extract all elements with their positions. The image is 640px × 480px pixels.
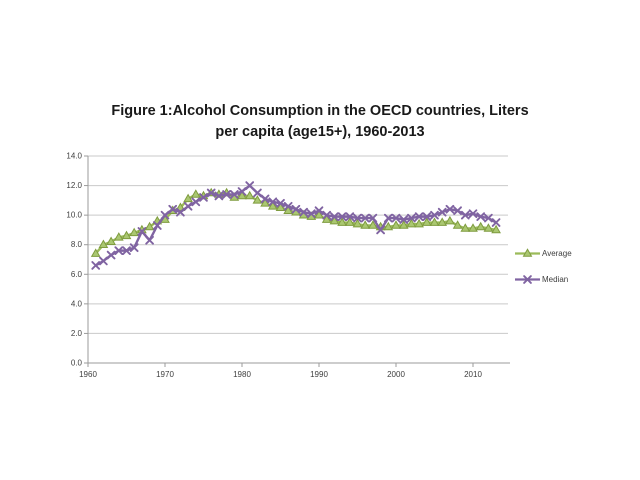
x-tick-label: 2010: [464, 370, 482, 379]
y-tick-label: 14.0: [66, 151, 82, 161]
legend-label-average: Average: [542, 249, 572, 258]
x-tick-label: 1960: [79, 370, 97, 379]
y-tick-label: 2.0: [70, 328, 82, 338]
x-tick-label: 1980: [233, 370, 251, 379]
x-tick-label: 2000: [387, 370, 405, 379]
x-tick-label: 1970: [156, 370, 174, 379]
x-tick-label: 1990: [310, 370, 328, 379]
series-average-marker: [192, 190, 200, 197]
chart-legend: [514, 247, 572, 299]
chart-title-line1: Figure 1:Alcohol Consumption in the OECD countries, Liters: [111, 103, 529, 119]
legend-item-median: [514, 273, 572, 286]
y-tick-label: 6.0: [70, 269, 82, 279]
median-series-swatch-icon: [514, 274, 541, 285]
chart-title-line2: per capita (age15+), 1960-2013: [215, 124, 425, 140]
series-average-marker: [446, 217, 454, 224]
y-tick-label: 8.0: [70, 240, 82, 250]
y-tick-label: 10.0: [66, 210, 82, 220]
y-tick-label: 12.0: [66, 181, 82, 191]
legend-item-average: [514, 247, 572, 260]
legend-label-median: Median: [542, 275, 569, 284]
average-series-swatch-icon: [514, 248, 541, 259]
series-average-marker: [477, 223, 485, 230]
y-tick-label: 0.0: [70, 358, 82, 368]
y-tick-label: 4.0: [70, 299, 82, 309]
